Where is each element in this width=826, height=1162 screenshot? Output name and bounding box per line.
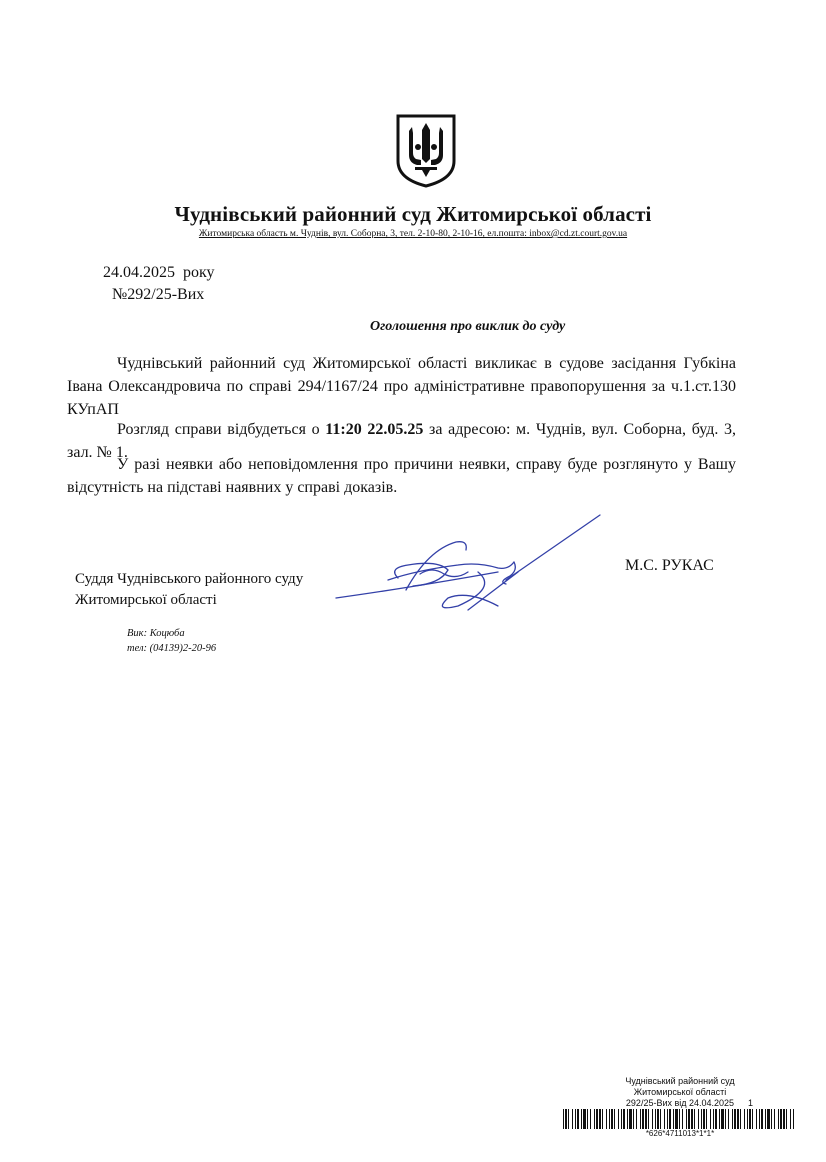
outgoing-number: №292/25-Вих [112, 286, 205, 303]
absence-text: У разі неявки або неповідомлення про причини неявки, справу буде розглянуто у Вашу відсутність на підставі наявних у справі доказів. [67, 456, 736, 496]
registration-stamp [560, 1076, 800, 1109]
barcode-bar [713, 1109, 714, 1129]
barcode-bar [577, 1109, 579, 1129]
executor-info [127, 626, 216, 656]
barcode-bar [793, 1109, 794, 1129]
document-date-suffix: року [183, 264, 215, 281]
barcode-bar [565, 1109, 567, 1129]
barcode-bar [706, 1109, 707, 1129]
barcode-bar [759, 1109, 760, 1129]
stamp-registration-number: 292/25-Вих від 24.04.2025 [625, 1098, 735, 1108]
barcode-bar [790, 1109, 791, 1129]
barcode-bar [673, 1109, 674, 1129]
stamp-court-line1: Чуднівський районний суд [625, 1076, 735, 1086]
barcode-bar [756, 1109, 757, 1129]
barcode-bar [749, 1109, 751, 1129]
barcode-bar [737, 1109, 739, 1129]
barcode-bar [774, 1109, 775, 1129]
barcode-bar [572, 1109, 573, 1129]
barcode-bar [715, 1109, 717, 1129]
barcode-bar [783, 1109, 785, 1129]
barcode-bar [761, 1109, 763, 1129]
ukraine-trident-emblem-icon [395, 113, 457, 189]
barcode-bar [581, 1109, 582, 1129]
stamp-court-line2: Житомирської області [633, 1087, 727, 1097]
barcode-bar [744, 1109, 745, 1129]
barcode-bar [686, 1109, 687, 1129]
barcode-bar [694, 1109, 695, 1129]
barcode-bar [728, 1109, 729, 1129]
barcode-bar [594, 1109, 595, 1129]
barcode-bar [602, 1109, 603, 1129]
barcode-bar [679, 1109, 680, 1129]
court-address: Житомирська область м. Чуднів, вул. Соборна, 3, тел. 2-10-80, 2-10-16, ел.пошта: inbox@cd.zt.court.gov.ua [198, 229, 628, 239]
barcode-bar [725, 1109, 726, 1129]
barcode-bar [614, 1109, 615, 1129]
barcode-bar [563, 1109, 564, 1129]
barcode-bar [657, 1109, 659, 1129]
judge-title-line2: Житомирської області [75, 592, 217, 608]
barcode-bar [786, 1109, 787, 1129]
barcode-bar [611, 1109, 613, 1129]
hearing-time: 11:20 22.05.25 [325, 421, 424, 438]
barcode-bar [606, 1109, 607, 1129]
executor-name: Вик: Коцюба [127, 628, 185, 639]
handwritten-signature-icon [328, 510, 608, 620]
barcode-bar [621, 1109, 622, 1129]
barcode-bar [747, 1109, 748, 1129]
page-number: 1 [748, 1098, 754, 1108]
barcode-bar [645, 1109, 647, 1129]
barcode-bar [618, 1109, 619, 1129]
barcode-bar [568, 1109, 569, 1129]
barcode-bar [648, 1109, 649, 1129]
barcode-bar [732, 1109, 733, 1129]
body-paragraph-summons [67, 352, 736, 421]
barcode-bar [675, 1109, 678, 1129]
judge-name: М.С. РУКАС [625, 557, 714, 574]
barcode-bar [780, 1109, 782, 1129]
hearing-text-before: Розгляд справи відбудеться о [117, 421, 326, 438]
barcode-bar [623, 1109, 625, 1129]
barcode-bar [698, 1109, 699, 1129]
barcode-bar [652, 1109, 653, 1129]
judge-title-line1: Суддя Чуднівського районного суду [75, 571, 304, 587]
barcode-bar [655, 1109, 656, 1129]
barcode-bar [664, 1109, 665, 1129]
barcode-bar [719, 1109, 720, 1129]
body-paragraph-absence [67, 453, 736, 499]
barcode-bar [767, 1109, 770, 1129]
barcode-bar [765, 1109, 766, 1129]
barcode-bar [734, 1109, 736, 1129]
barcode-bar [752, 1109, 753, 1129]
document-title: Оголошення про виклик до суду [370, 319, 566, 334]
judge-title [75, 569, 303, 611]
barcode-bar [691, 1109, 693, 1129]
barcode-bar [740, 1109, 741, 1129]
barcode-bar [596, 1109, 598, 1129]
document-date: 24.04.2025 [103, 264, 175, 281]
barcode-bar [660, 1109, 661, 1129]
barcode-bar [640, 1109, 641, 1129]
barcode-bar [682, 1109, 683, 1129]
barcode-bar [688, 1109, 690, 1129]
barcode-bar [599, 1109, 601, 1129]
barcode-bar [609, 1109, 610, 1129]
hearing-text-after: за адресою: м. Чуднів, вул. Соборна, буд. 3, зал. № 1. [67, 421, 737, 461]
barcode-bar [633, 1109, 634, 1129]
barcode-bar [771, 1109, 772, 1129]
barcode-bar [583, 1109, 586, 1129]
barcode-bar [642, 1109, 644, 1129]
barcode-bar [778, 1109, 779, 1129]
barcode-bar [627, 1109, 628, 1129]
barcode-bar [669, 1109, 671, 1129]
barcode-bar [629, 1109, 632, 1129]
barcode-bar [575, 1109, 576, 1129]
executor-phone: тел: (04139)2-20-96 [127, 643, 217, 654]
barcode-text: *626*4711013*1*1* [645, 1129, 715, 1138]
barcode-bar [587, 1109, 588, 1129]
barcode-bar [701, 1109, 702, 1129]
document-date-line [103, 264, 215, 282]
barcode-bar [667, 1109, 668, 1129]
court-name: Чуднівський районний суд Житомирської області [174, 202, 652, 226]
summons-text: Чуднівський районний суд Житомирської області викликає в судове засідання Губкіна Івана Олександровича по справі 294/1167/24 про адміністративне правопорушення за ч.1.ст.130 КУпАП [67, 355, 736, 418]
barcode-icon [563, 1109, 797, 1129]
barcode-bar [721, 1109, 724, 1129]
barcode-bar [710, 1109, 711, 1129]
barcode-bar [636, 1109, 637, 1129]
barcode-bar [590, 1109, 591, 1129]
barcode-bar [703, 1109, 705, 1129]
